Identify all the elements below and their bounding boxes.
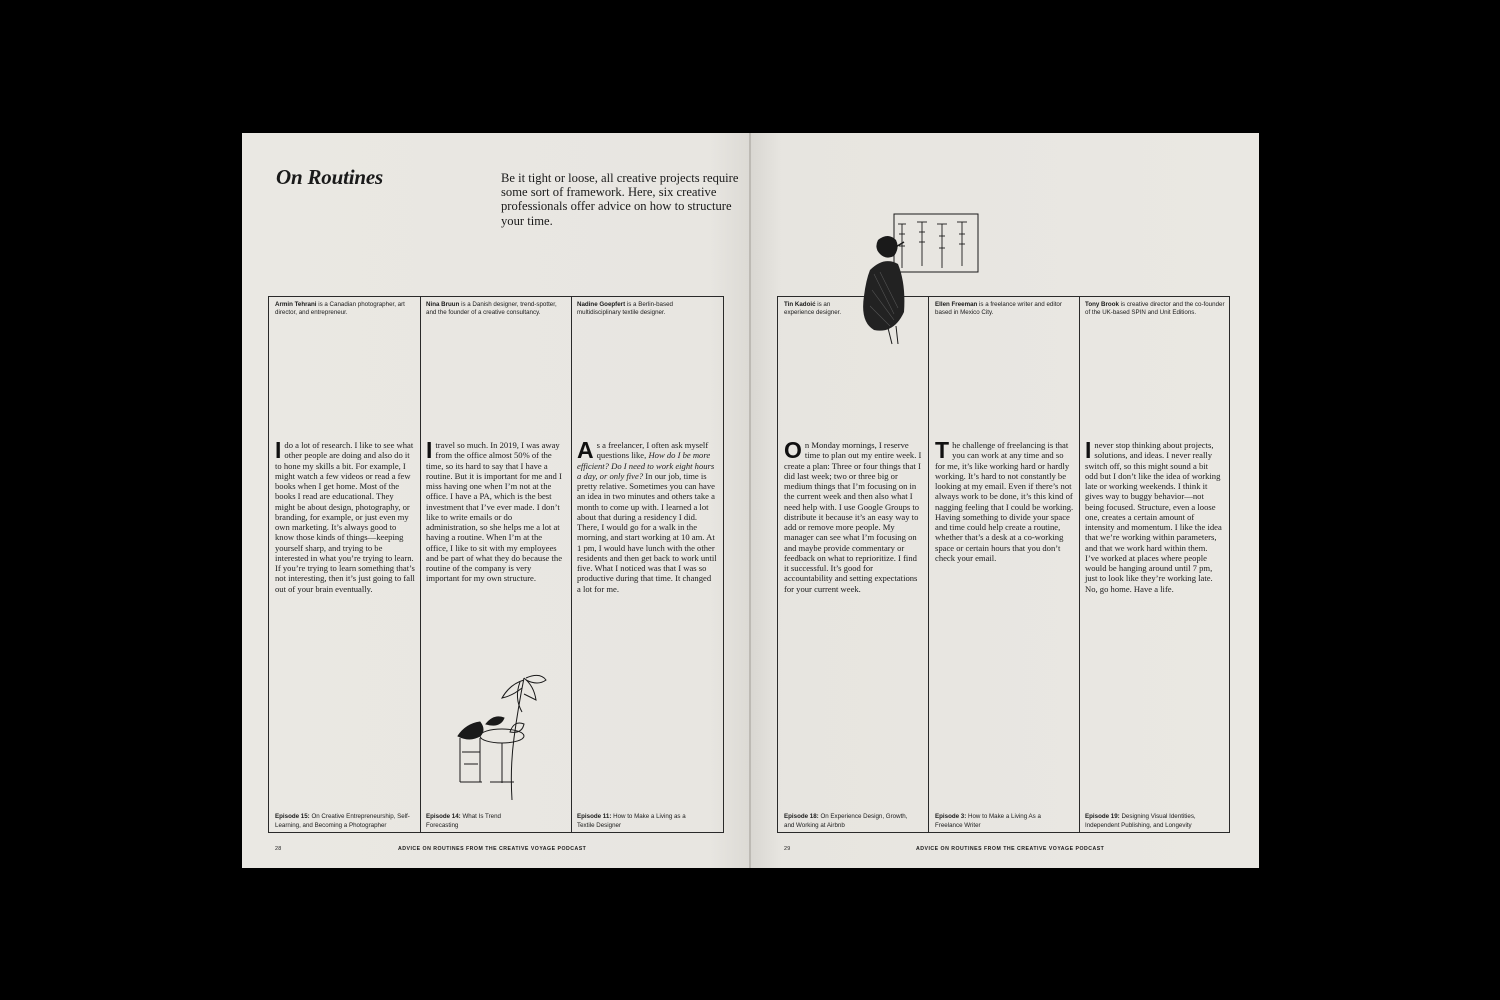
bio-nadine-goepfert: Nadine Goepfert is a Berlin-based multidisciplinary textile designer. <box>577 301 673 316</box>
bio-armin-tehrani: Armin Tehrani is a Canadian photographer, art director, and entrepreneur. <box>275 301 405 316</box>
quote-nadine-goepfert: As a freelancer, I often ask myself questions like, How do I be more efficient? Do I need to work eight hours a day, or only five? In our job, time is pretty relative. Sometimes you can have an idea in two minutes and others take a month to come up with. I learned a lot about that during a residency I did. There, I would go for a walk in the morning, and start working at 10 am. At 1 pm, I would have lunch with the other residents and then get back to work until five. What I noticed was that I was so productive during that time. It changed a lot for me. <box>577 437 717 594</box>
quote-ellen-freeman: The challenge of freelancing is that you can work at any time and so for me, it’s like working hard or hardly working. It’s hard to not constantly be looking at my email. Even if there’s not always work to be done, it’s this kind of nagging feeling that I could be working. Having something to divide your space and time could help create a routine, whether that’s a desk at a co-working space or certain hours that you don’t check your email. <box>935 437 1074 563</box>
episode-11: Episode 11: How to Make a Living as a Textile Designer <box>577 813 686 829</box>
bio-ellen-freeman: Ellen Freeman is a freelance writer and editor based in Mexico City. <box>935 301 1062 316</box>
page-number-left: 28 <box>275 846 282 852</box>
rule-v-left-4 <box>723 296 724 833</box>
drop-cap: A <box>577 437 594 463</box>
rule-v-right-2 <box>928 296 929 833</box>
book-gutter <box>749 133 751 868</box>
rule-bottom-left <box>268 832 724 833</box>
drop-cap: I <box>275 437 282 463</box>
rule-v-right-1 <box>777 296 778 833</box>
person-at-board-illustration <box>850 210 985 350</box>
rule-v-left-3 <box>571 296 572 833</box>
quote-nina-bruun: I travel so much. In 2019, I was away from the office almost 50% of the time, so its hard to say that I have a routine. But it is important for me and I miss having one when I’m not at the office. I have a PA, which is the best investment that I’ve ever made. I don’t like to write emails or do administration, so she helps me a lot at having a routine. When I’m at the office, I like to sit with my employees and be part of what they do because the routine of the company is very important for my own structure. <box>426 437 563 584</box>
rule-v-right-4 <box>1229 296 1230 833</box>
episode-15: Episode 15: On Creative Entrepreneurship, Self-Learning, and Becoming a Photographer <box>275 813 410 829</box>
page-number-right: 29 <box>784 846 791 852</box>
rule-v-left-2 <box>420 296 421 833</box>
drop-cap: T <box>935 437 950 463</box>
drop-cap: I <box>1085 437 1092 463</box>
quote-tin-kadoic: On Monday mornings, I reserve time to plan out my entire week. I create a plan: Three or four things that I did last week; two or three big or medium things that I’m focusing on in the current week and then also what I need help with. I use Google Groups to distribute it because it’s an easy way to add or remove more people. My manager can see what I’m focusing on and maybe provide commentary or feedback on what to reprioritize. I find it successful. It’s good for accountability and setting expectations for your current week. <box>784 437 922 594</box>
intro-text: Be it tight or loose, all creative projects require some sort of framework. Here, six creative professionals offer advice on how to structure your time. <box>501 171 739 228</box>
episode-19: Episode 19: Designing Visual Identities, Independent Publishing, and Longevity <box>1085 813 1196 829</box>
drop-cap: O <box>784 437 802 463</box>
rule-v-right-3 <box>1079 296 1080 833</box>
episode-14: Episode 14: What Is Trend Forecasting <box>426 813 501 829</box>
quote-armin-tehrani: I do a lot of research. I like to see what other people are doing and also do it to hone my skills a bit. For example, I might watch a few videos or read a few books when I get home. Most of the books I read are educational. They might be about design, photography, or branding, for example, or just even my own marketing. It’s always good to know those kinds of things—keeping yourself sharp, and trying to be interested in what you’re trying to learn. If you’re trying to learn something that’s not interesting, then it’s just going to fall out of your brain eventually. <box>275 437 415 594</box>
drop-cap: I <box>426 437 433 463</box>
running-head-left: ADVICE ON ROUTINES FROM THE CREATIVE VOYAGE PODCAST <box>398 846 587 852</box>
bio-tin-kadoic: Tin Kadoić is an experience designer. <box>784 301 842 316</box>
spread-title: On Routines <box>276 165 383 189</box>
running-head-right: ADVICE ON ROUTINES FROM THE CREATIVE VOYAGE PODCAST <box>916 846 1105 852</box>
quote-tony-brook: I never stop thinking about projects, solutions, and ideas. I never really switch off, so this might sound a bit odd but I don’t like the idea of working late or working weekends. I think it gives way to buggy behavior—not being focused. Structure, even a loose one, creates a certain amount of intensity and momentum. I like the idea that we’re working within parameters, and that we work hard within them. I’ve worked at places where people would be hanging around until 7 pm, just to look like they’re working late. No, go home. Have a life. <box>1085 437 1222 594</box>
plant-and-table-illustration <box>440 672 570 802</box>
rule-v-left-1 <box>268 296 269 833</box>
bio-nina-bruun: Nina Bruun is a Danish designer, trend-spotter, and the founder of a creative consultancy. <box>426 301 557 316</box>
rule-top-right <box>777 296 1230 297</box>
rule-top-left <box>268 296 724 297</box>
bio-tony-brook: Tony Brook is creative director and the co-founder of the UK-based SPIN and Unit Editions. <box>1085 301 1225 316</box>
episode-18: Episode 18: On Experience Design, Growth, and Working at Airbnb <box>784 813 908 829</box>
episode-3: Episode 3: How to Make a Living As a Freelance Writer <box>935 813 1041 829</box>
rule-bottom-right <box>777 832 1230 833</box>
